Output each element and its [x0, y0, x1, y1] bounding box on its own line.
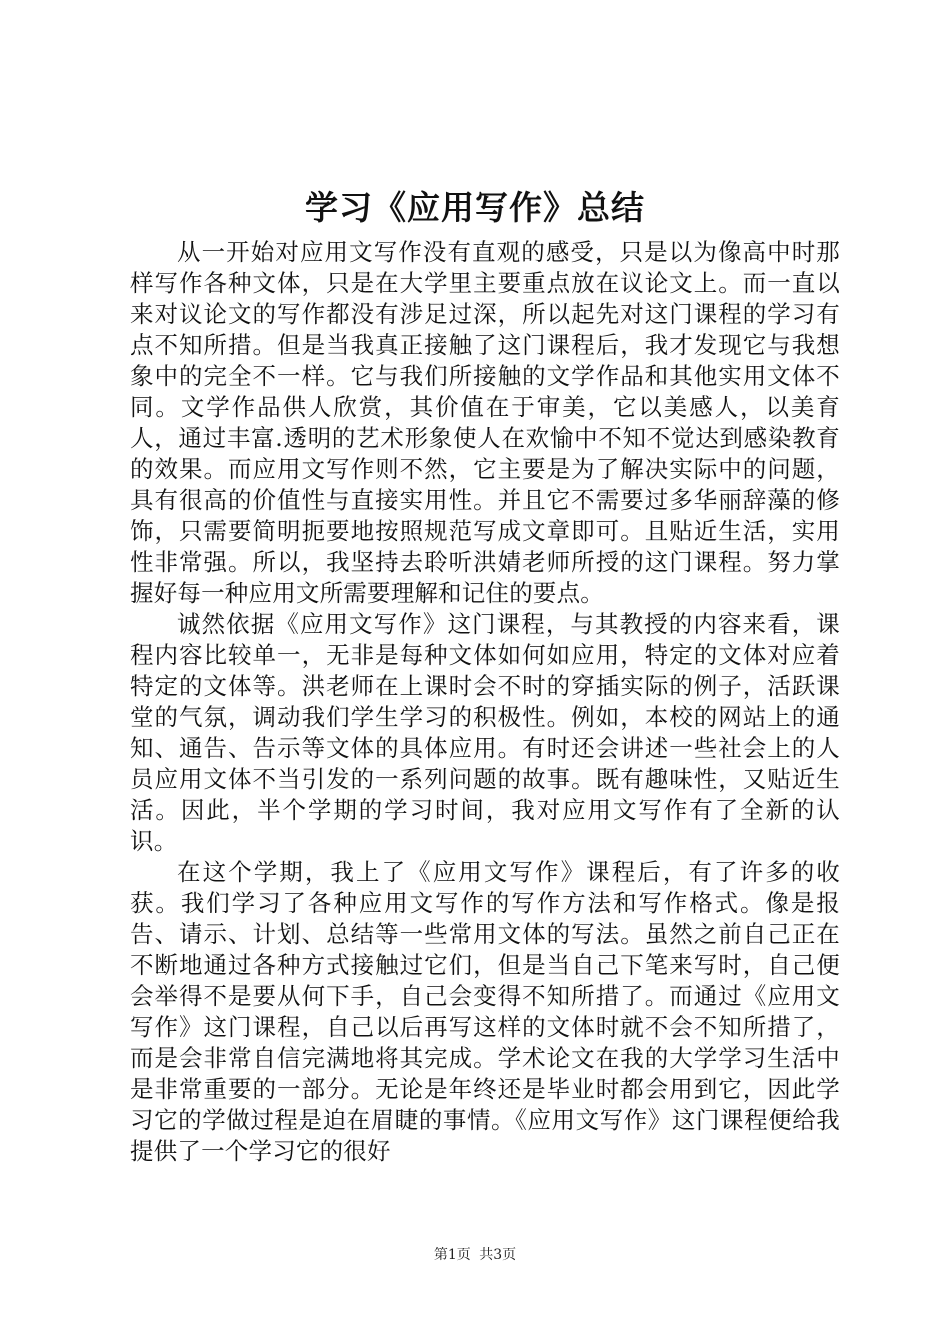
paragraph-3: 在这个学期，我上了《应用文写作》课程后，有了许多的收获。我们学习了各种应用文写作的写作方法和写作格式。像是报告、请示、计划、总结等一些常用文体的写法。虽然之前自己正在不断地通过各种方式接触过它们，但是当自己下笔来写时，自己便会举得不是要从何下手，自己会变得不知所措了。而通过《应用文写作》这门课程，自己以后再写这样的文体时就不会不知所措了，而是会非常自信完满地将其完成。学术论文在我的大学学习生活中是非常重要的一部分。无论是年终还是毕业时都会用到它，因此学习它的学做过程是迫在眉睫的事情。《应用文写作》这门课程便给我提供了一个学习它的很好: [130, 858, 840, 1165]
page-total: 共3页: [479, 1247, 517, 1263]
paragraph-2: 诚然依据《应用文写作》这门课程，与其教授的内容来看，课程内容比较单一，无非是每种文体如何如应用，特定的文体对应着特定的文体等。洪老师在上课时会不时的穿插实际的例子，活跃课堂的气氛，调动我们学生学习的积极性。例如，本校的网站上的通知、通告、告示等文体的具体应用。有时还会讲述一些社会上的人员应用文体不当引发的一系列问题的故事。既有趣味性，又贴近生活。因此，半个学期的学习时间，我对应用文写作有了全新的认识。: [130, 610, 840, 855]
document-title: 学习《应用写作》总结: [305, 188, 645, 227]
page-footer: [0, 1245, 950, 1265]
paragraph-1: 从一开始对应用文写作没有直观的感受，只是以为像高中时那样写作各种文体，只是在大学里主要重点放在议论文上。而一直以来对议论文的写作都没有涉足过深，所以起先对这门课程的学习有点不知所措。但是当我真正接触了这门课程后，我才发现它与我想象中的完全不一样。它与我们所接触的文学作品和其他实用文体不同。文学作品供人欣赏，其价值在于审美，它以美感人，以美育人，通过丰富.透明的艺术形象使人在欢愉中不知不觉达到感染教育的效果。而应用文写作则不然，它主要是为了解决实际中的问题，具有很高的价值性与直接实用性。并且它不需要过多华丽辞藻的修饰，只需要简明扼要地按照规范写成文章即可。且贴近生活，实用性非常强。所以，我坚持去聆听洪婧老师所授的这门课程。努力掌握好每一种应用文所需要理解和记住的要点。: [130, 238, 840, 607]
document-body: [130, 237, 840, 1167]
page-number: 第1页: [433, 1247, 471, 1263]
